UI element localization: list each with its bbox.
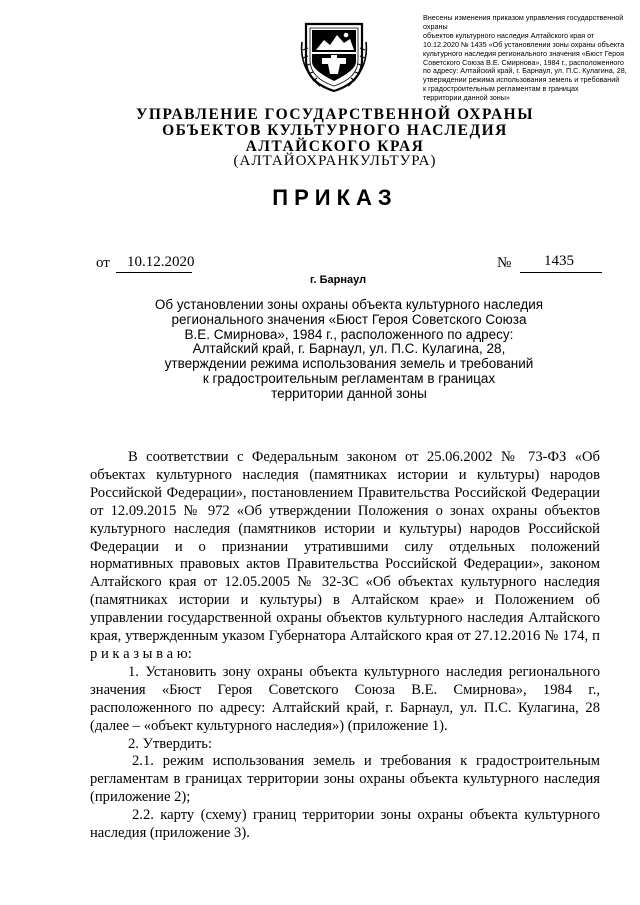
number-underline (520, 272, 602, 273)
amendment-note-line: территории данной зоны» (423, 93, 510, 103)
document-title: ПРИКАЗ (272, 185, 398, 210)
preamble-paragraph: В соответствии с Федеральным законом от 25.06.2002 № 73-ФЗ «Об объектах культурного наследия (памятниках истории и культуры) народов Российской Федерации», постановлением Правительства Российской Федерации от 12.09.2015 № 972 «Об утверждении Положения о зонах охраны объектов культурного наследия (памятников истории и культуры) народов Российской Федерации и о признании утратившими силу отдельных положений нормативных правовых актов Правительства Российской Федерации», законом Алтайского края от 12.05.2005 № 32-ЗС «Об объектах культурного наследия (памятниках истории и культуры) в Алтайском крае» и Положением об управлении государственной охраны объектов культурного наследия Алтайского края, утвержденным указом Губернатора Алтайского края от 27.12.2016 № 174, п р и к а з ы в а ю: (90, 449, 600, 662)
subject-line: территории данной зоны (271, 385, 427, 401)
amendment-note-line: 10.12.2020 № 1435 «Об установлении зоны охраны объекта (423, 39, 625, 49)
clause-1-paragraph: 1. Установить зону охраны объекта культурного наследия регионального значения «Бюст Героя Советского Союза В.Е. Смирнова», 1984 г., расположенного по адресу: Алтайский край, г. Барнаул, ул. П.С. Кулагина, 28 (далее – «объект культурного наследия») (приложение 1). (90, 663, 600, 734)
amendment-note-line: Внесены изменения приказом управления государственной охраны (423, 13, 624, 31)
subject-line: к градостроительным регламентам в границах (202, 370, 496, 386)
organization-name-line: ОБЪЕКТОВ КУЛЬТУРНОГО НАСЛЕДИЯ (162, 122, 508, 139)
order-subject (118, 298, 580, 402)
order-date: 10.12.2020 (127, 254, 195, 270)
date-underline (116, 272, 192, 273)
order-number: 1435 (544, 253, 574, 269)
order-body (90, 449, 600, 843)
organization-short-name: (АЛТАЙОХРАНКУЛЬТУРА) (233, 153, 437, 169)
organization-name-line: АЛТАЙСКОГО КРАЯ (245, 138, 425, 155)
date-label: от (96, 255, 110, 271)
amendment-note-line: к градостроительным регламентам в границах (423, 84, 579, 94)
amendment-note-line: объектов культурного наследия Алтайского края от (423, 30, 595, 40)
subject-line: регионального значения «Бюст Героя Советского Союза (171, 311, 527, 327)
amendment-note-line: по адресу: Алтайский край, г. Барнаул, ул. П.С. Кулагина, 28, (423, 66, 627, 76)
number-label: № (497, 255, 512, 271)
amendment-note-line: утверждении режима использования земель и требований (423, 75, 620, 85)
clause-2-1-paragraph: 2.1. режим использования земель и требования к градостроительным регламентам в границах территории зоны охраны объекта культурного наследия (приложение 2); (90, 753, 600, 806)
clause-2-2-paragraph: 2.2. карту (схему) границ территории зоны охраны объекта культурного наследия (приложение 3). (90, 807, 600, 842)
subject-line: Об установлении зоны охраны объекта культурного наследия (154, 297, 544, 312)
subject-line: утверждении режима использования земель и требований (164, 356, 534, 372)
amendment-note-line: культурного наследия регионального значения «Бюст Героя (423, 48, 624, 58)
amendment-note-line: Советского Союза В.Е. Смирнова», 1984 г., расположенного (423, 57, 624, 67)
coat-of-arms-emblem (300, 20, 368, 94)
organization-name-line: УПРАВЛЕНИЕ ГОСУДАРСТВЕННОЙ ОХРАНЫ (136, 106, 534, 123)
amendment-note (423, 14, 628, 103)
subject-line: Алтайский край, г. Барнаул, ул. П.С. Кулагина, 28, (192, 341, 506, 357)
subject-line: В.Е. Смирнова», 1984 г., расположенного по адресу: (184, 326, 514, 342)
city-name: г. Барнаул (310, 274, 367, 286)
clause-2-paragraph: 2. Утвердить: (128, 735, 213, 752)
